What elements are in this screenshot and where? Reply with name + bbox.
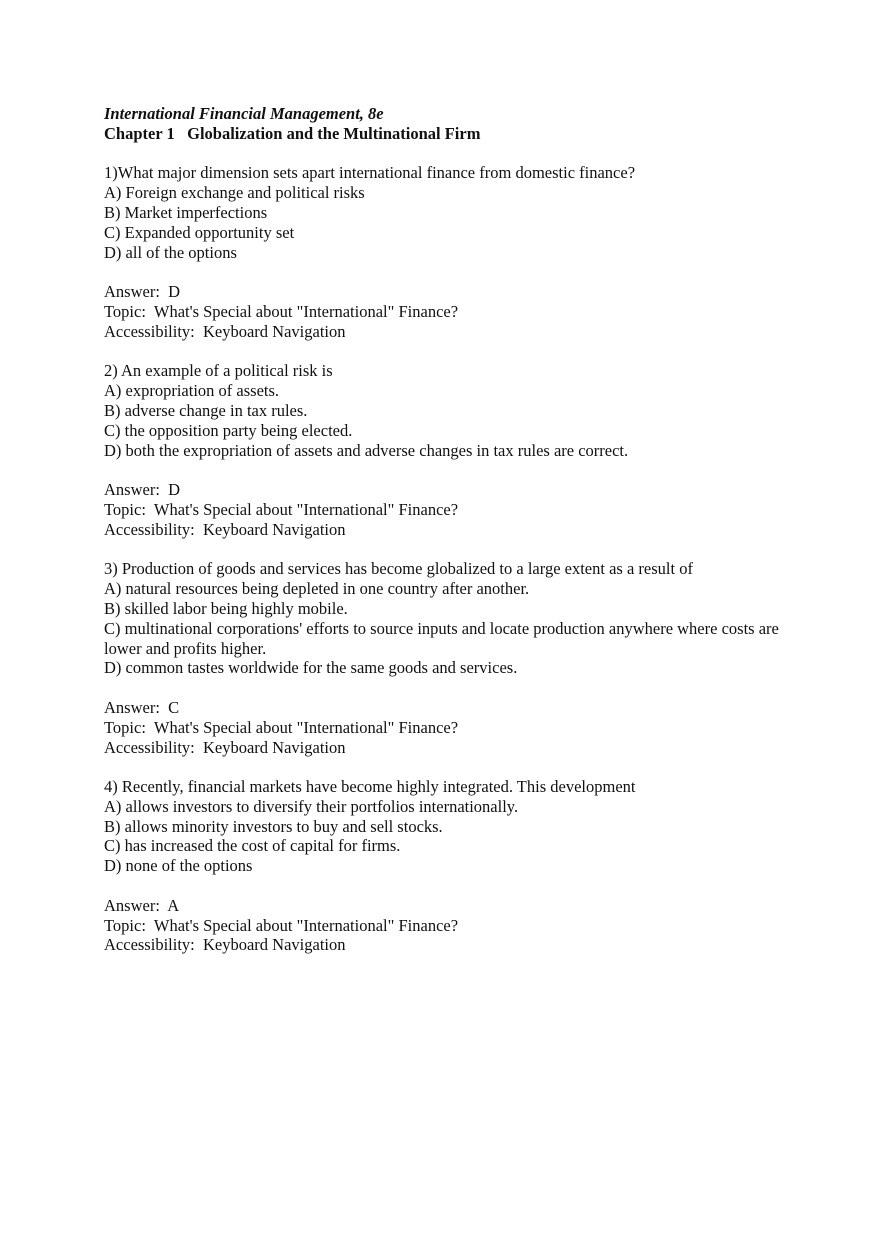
question-block [104, 361, 804, 539]
answer-key: Answer: C [104, 697, 180, 717]
answer-option: C) has increased the cost of capital for firms. [104, 836, 401, 856]
answer-option: A) natural resources being depleted in one country after another. [104, 579, 530, 599]
topic-line: Topic: What's Special about "International" Finance? [104, 499, 459, 519]
answer-option: C) multinational corporations' efforts to source inputs and locate production anywhere where costs are lower and profits higher. [104, 618, 783, 658]
spacer [104, 144, 804, 164]
answer-option: D) common tastes worldwide for the same goods and services. [104, 658, 518, 678]
spacer [104, 342, 804, 362]
question-block [104, 163, 804, 341]
answer-option: B) Market imperfections [104, 202, 268, 222]
accessibility-line: Accessibility: Keyboard Navigation [104, 935, 346, 955]
answer-option: A) allows investors to diversify their portfolios internationally. [104, 796, 519, 816]
answer-option: D) all of the options [104, 242, 237, 262]
answer-option: B) allows minority investors to buy and sell stocks. [104, 816, 443, 836]
answer-option: C) the opposition party being elected. [104, 420, 353, 440]
document-page [104, 104, 804, 955]
topic-line: Topic: What's Special about "International" Finance? [104, 915, 459, 935]
answer-option: C) Expanded opportunity set [104, 222, 295, 242]
spacer [104, 262, 804, 282]
accessibility-line: Accessibility: Keyboard Navigation [104, 737, 346, 757]
question-block [104, 777, 804, 955]
spacer [104, 540, 804, 560]
chapter-title: Chapter 1 Globalization and the Multinational Firm [104, 123, 481, 143]
question-stem: 4) Recently, financial markets have become highly integrated. This development [104, 777, 636, 797]
answer-option: D) none of the options [104, 856, 253, 876]
spacer [104, 876, 804, 896]
accessibility-line: Accessibility: Keyboard Navigation [104, 321, 346, 341]
question-block [104, 559, 804, 757]
answer-option: B) skilled labor being highly mobile. [104, 598, 348, 618]
question-stem: 2) An example of a political risk is [104, 361, 333, 381]
book-title: International Financial Management, 8e [104, 104, 384, 123]
topic-line: Topic: What's Special about "International" Finance? [104, 301, 459, 321]
answer-key: Answer: D [104, 282, 181, 302]
answer-option: B) adverse change in tax rules. [104, 400, 308, 420]
answer-option: A) expropriation of assets. [104, 381, 280, 401]
answer-option: A) Foreign exchange and political risks [104, 183, 365, 203]
answer-key: Answer: A [104, 895, 180, 915]
spacer [104, 678, 804, 698]
spacer [104, 460, 804, 480]
answer-option: D) both the expropriation of assets and adverse changes in tax rules are correct. [104, 440, 629, 460]
question-stem: 1)What major dimension sets apart international finance from domestic finance? [104, 163, 636, 183]
topic-line: Topic: What's Special about "International" Finance? [104, 717, 459, 737]
spacer [104, 757, 804, 777]
answer-key: Answer: D [104, 480, 181, 500]
accessibility-line: Accessibility: Keyboard Navigation [104, 519, 346, 539]
question-stem: 3) Production of goods and services has become globalized to a large extent as a result of [104, 559, 693, 579]
